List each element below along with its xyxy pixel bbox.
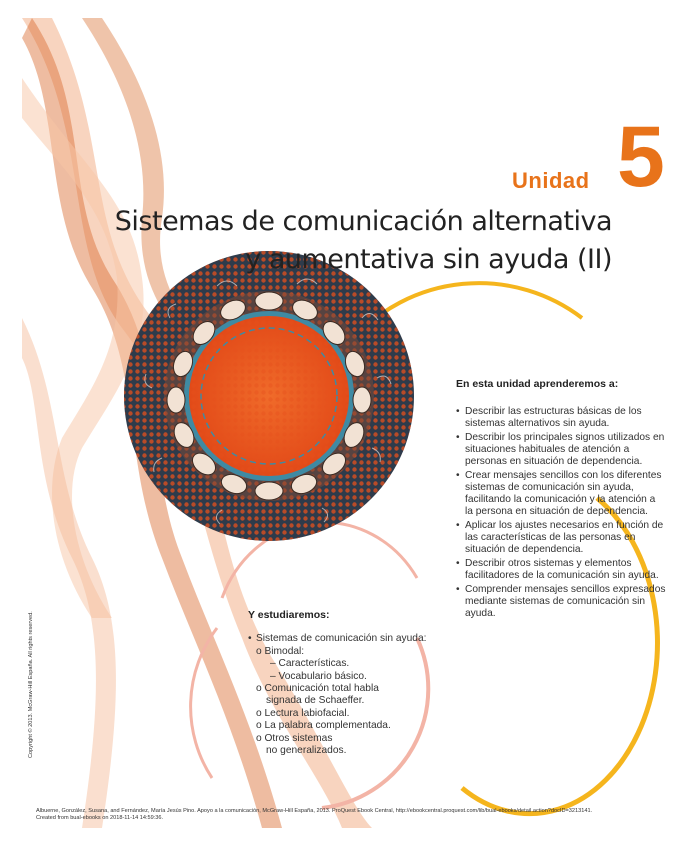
study-heading: Y estudiaremos: bbox=[248, 609, 330, 621]
unit-number: 5 bbox=[617, 109, 665, 205]
study-main-topic: • Sistemas de comunicación sin ayuda: bbox=[248, 633, 438, 645]
objective-item: • Comprender mensajes sencillos expresados mediante sistemas de comunicación sin ayuda. bbox=[456, 584, 666, 620]
objective-item: • Aplicar los ajustes necesarios en función de las características de las personas en situación de dependencia. bbox=[456, 520, 666, 556]
study-contents bbox=[248, 609, 438, 757]
objective-item: • Describir las estructuras básicas de los sistemas alternativos sin ayuda. bbox=[456, 406, 666, 430]
objective-item: • Describir otros sistemas y elementos facilitadores de la comunicación sin ayuda. bbox=[456, 558, 666, 582]
study-subtopic: – Características. bbox=[270, 658, 350, 670]
objectives-list bbox=[456, 406, 666, 620]
study-topic-total: o Comunicación total habla bbox=[256, 683, 379, 695]
book-page bbox=[22, 18, 666, 828]
study-topic-bimodal: o Bimodal: bbox=[256, 645, 305, 657]
citation-line: Albuerne, González, Susana, and Fernández, María Jesús Pino. Apoyo a la comunicación, McGraw-Hill España, 2013. ProQuest Ebook Central, http://ebookcentral.proquest.com/lib/bual-ebooks/detail.action?docID=3213141. bbox=[36, 808, 593, 814]
unit-label: Unidad bbox=[512, 168, 590, 193]
study-topic-total-cont: signada de Schaeffer. bbox=[266, 695, 365, 707]
learning-objectives-heading: En esta unidad aprenderemos a: bbox=[456, 378, 619, 390]
objective-item: • Crear mensajes sencillos con los diferentes sistemas de comunicación sin ayuda, facilitando la comunicación y la atención a la persona en situación de dependencia. bbox=[456, 470, 666, 518]
study-topic-palabra: o La palabra complementada. bbox=[256, 720, 391, 732]
created-line: Created from bual-ebooks on 2018-11-14 14:59:36. bbox=[36, 815, 164, 821]
citation-footer bbox=[36, 808, 592, 822]
copyright-notice: Copyright © 2013. McGraw-Hill España. All rights reserved. bbox=[28, 611, 34, 758]
objective-item: • Describir los principales signos utilizados en situaciones habituales de atención a personas en situación de dependencia. bbox=[456, 432, 666, 468]
study-topic-otros: o Otros sistemas bbox=[256, 732, 333, 744]
chapter-title-line2: y aumentativa sin ayuda (II) bbox=[245, 244, 612, 275]
study-topic-otros-cont: no generalizados. bbox=[266, 745, 347, 757]
chapter-title-line1: Sistemas de comunicación alternativa bbox=[114, 206, 612, 237]
learning-objectives bbox=[456, 378, 666, 622]
study-subtopic: – Vocabulario básico. bbox=[270, 670, 367, 682]
study-topic-lectura: o Lectura labiofacial. bbox=[256, 707, 350, 719]
hands-disc-illustration bbox=[124, 251, 414, 541]
